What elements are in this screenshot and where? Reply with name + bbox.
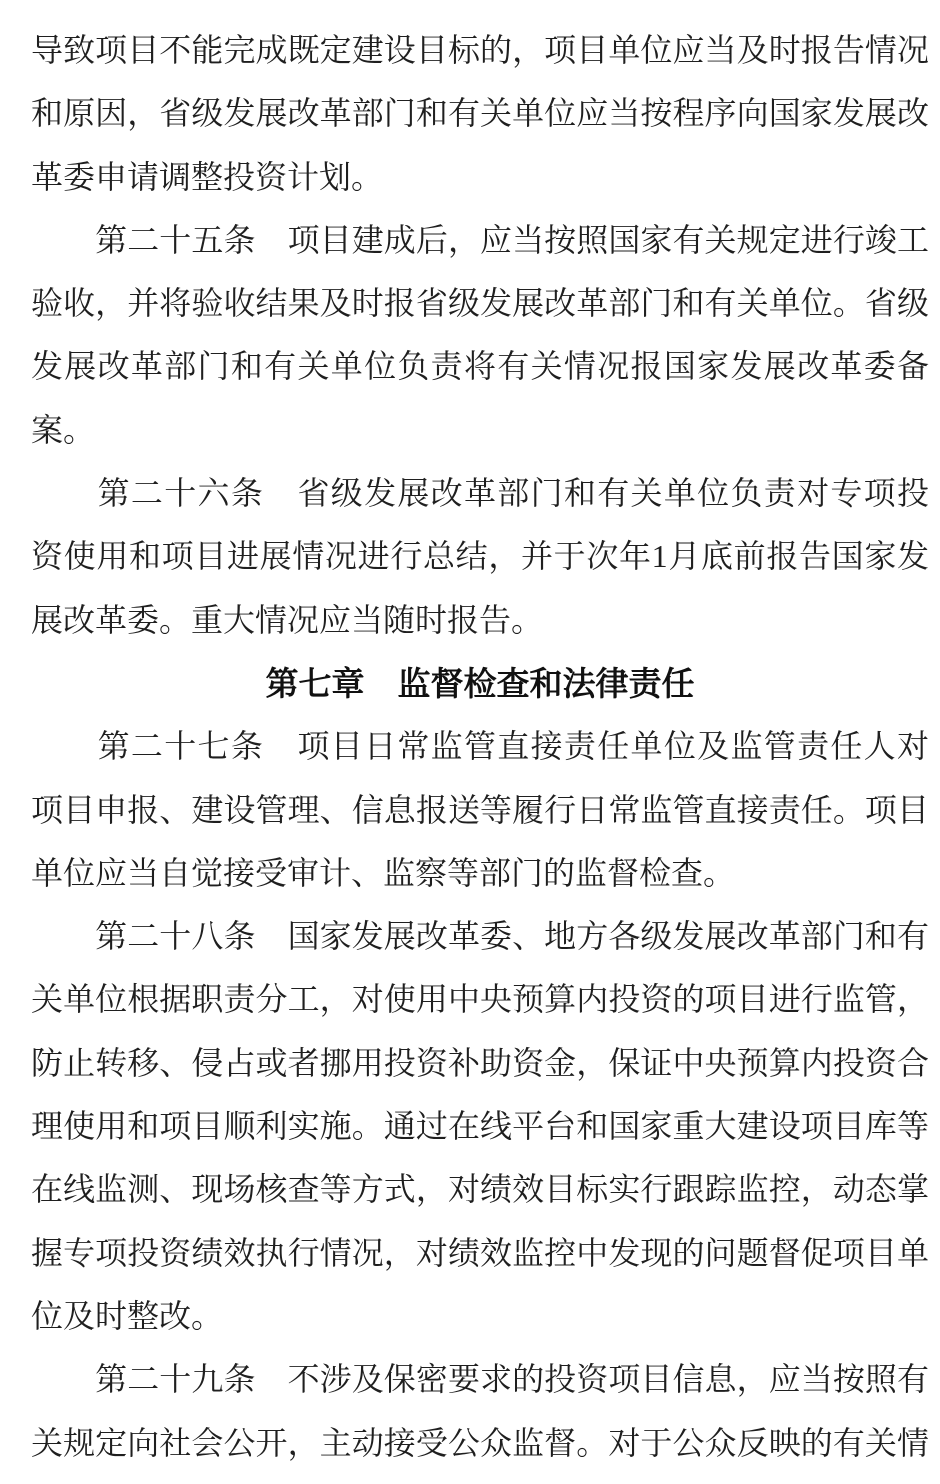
text-line: 第二十七条 项目日常监管直接责任单位及监管责任人对 (31, 728, 929, 765)
text-line: 在线监测、现场核查等方式，对绩效目标实行跟踪监控，动态掌 (31, 1171, 929, 1208)
text-line: 第二十六条 省级发展改革部门和有关单位负责对专项投 (31, 475, 929, 512)
text-line: 第二十五条 项目建成后，应当按照国家有关规定进行竣工 (31, 221, 929, 258)
text-line: 展改革委。重大情况应当随时报告。 (31, 601, 544, 638)
text-line: 资使用和项目进展情况进行总结，并于次年1月底前报告国家发 (31, 538, 929, 575)
chapter-heading: 第七章 监督检查和法律责任 (265, 664, 695, 702)
text-line: 革委申请调整投资计划。 (31, 158, 384, 195)
text-line: 关单位根据职责分工，对使用中央预算内投资的项目进行监管， (31, 981, 929, 1018)
text-line: 案。 (31, 411, 96, 448)
text-line: 第二十八条 国家发展改革委、地方各级发展改革部门和有 (31, 918, 929, 955)
text-line: 第二十九条 不涉及保密要求的投资项目信息，应当按照有 (31, 1361, 929, 1398)
text-line: 单位应当自觉接受审计、监察等部门的监督检查。 (31, 854, 736, 891)
text-line: 关规定向社会公开，主动接受公众监督。对于公众反映的有关情 (31, 1424, 929, 1461)
text-line: 理使用和项目顺利实施。通过在线平台和国家重大建设项目库等 (31, 1108, 929, 1145)
text-line: 验收，并将验收结果及时报省级发展改革部门和有关单位。省级 (31, 285, 929, 322)
text-line: 项目申报、建设管理、信息报送等履行日常监管直接责任。项目 (31, 791, 929, 828)
document-text-block (31, 19, 929, 1475)
text-line: 和原因，省级发展改革部门和有关单位应当按程序向国家发展改 (31, 95, 929, 132)
text-line: 发展改革部门和有关单位负责将有关情况报国家发展改革委备 (31, 348, 929, 385)
text-line: 位及时整改。 (31, 1297, 224, 1334)
text-line: 防止转移、侵占或者挪用投资补助资金，保证中央预算内投资合 (31, 1044, 929, 1081)
text-line: 导致项目不能完成既定建设目标的，项目单位应当及时报告情况 (31, 32, 929, 68)
text-line: 握专项投资绩效执行情况，对绩效监控中发现的问题督促项目单 (31, 1234, 929, 1271)
